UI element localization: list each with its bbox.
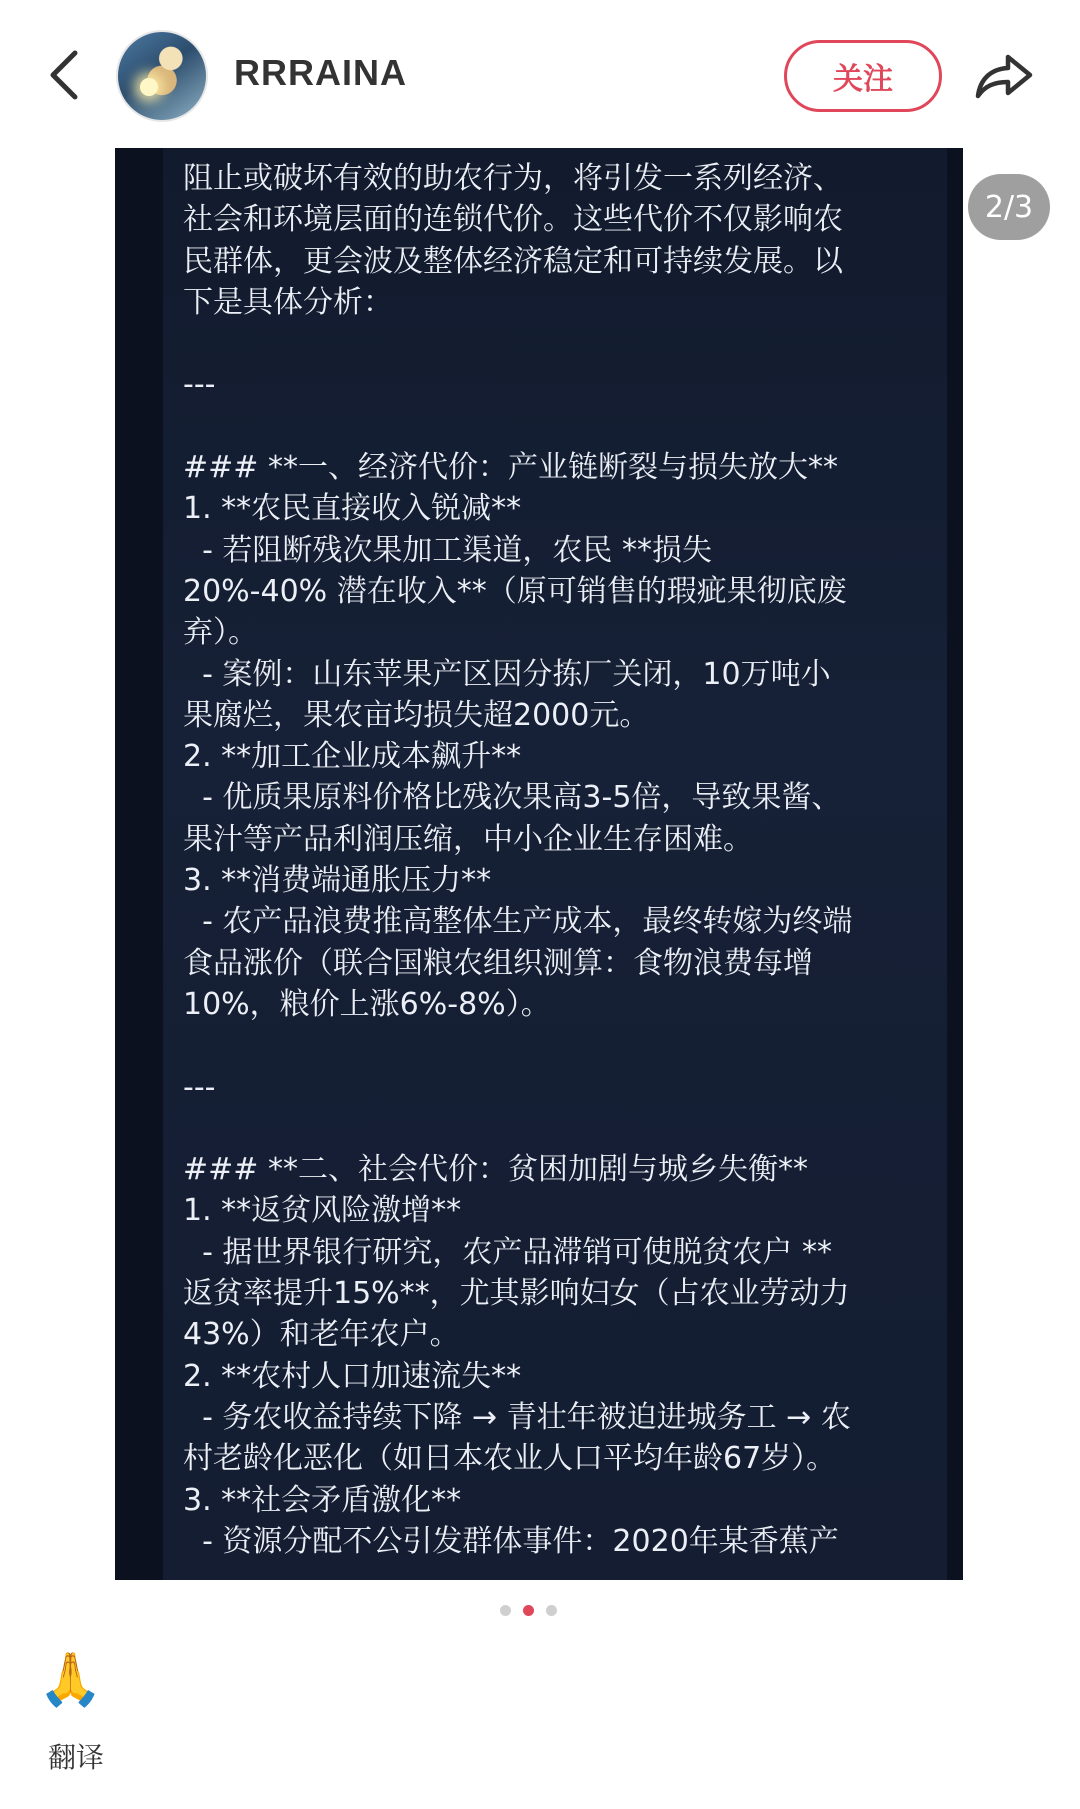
share-arrow-icon xyxy=(974,51,1034,101)
image-text-line: 果汁等产品利润压缩，中小企业生存困难。 xyxy=(183,821,753,857)
image-text-line: - 农产品浪费推高整体生产成本，最终转嫁为终端 xyxy=(183,904,853,940)
post-image-text xyxy=(183,158,943,1562)
page-counter: 2/3 xyxy=(968,174,1050,240)
image-text-line xyxy=(183,1025,943,1066)
image-text-line: 1. **返贫风险激增** xyxy=(183,1193,462,1229)
image-text-line xyxy=(183,1108,943,1149)
carousel-dot[interactable] xyxy=(546,1605,557,1616)
pray-emoji: 🙏 xyxy=(38,1650,103,1710)
share-button[interactable] xyxy=(968,42,1040,110)
image-text-line: - 优质果原料价格比残次果高3-5倍，导致果酱、 xyxy=(183,780,842,816)
post-image[interactable] xyxy=(115,148,963,1580)
follow-button[interactable]: 关注 xyxy=(784,40,942,112)
image-text-line xyxy=(183,406,943,447)
image-text-line: 2. **加工企业成本飙升** xyxy=(183,739,522,775)
image-text-line: 20%-40% 潜在收入**（原可销售的瑕疵果彻底废 xyxy=(183,573,847,609)
image-text-line: 食品涨价（联合国粮农组织测算：食物浪费每增 xyxy=(183,945,813,981)
avatar[interactable] xyxy=(116,30,208,122)
image-text-line: 3. **消费端通胀压力** xyxy=(183,863,492,899)
back-button[interactable] xyxy=(38,40,90,110)
chevron-left-icon xyxy=(48,49,80,101)
image-text-line: 返贫率提升15%**，尤其影响妇女（占农业劳动力 xyxy=(183,1276,850,1312)
image-text-line: 下是具体分析： xyxy=(183,284,393,320)
carousel-dot[interactable] xyxy=(500,1605,511,1616)
image-text-line: 10%，粮价上涨6%-8%）。 xyxy=(183,986,551,1022)
image-text-line: --- xyxy=(183,1069,216,1105)
image-text-line: 果腐烂，果农亩均损失超2000元。 xyxy=(183,697,650,733)
image-text-line: 社会和环境层面的连锁代价。这些代价不仅影响农 xyxy=(183,202,843,238)
image-text-line: ### **二、社会代价：贫困加剧与城乡失衡** xyxy=(183,1152,808,1188)
avatar-glow xyxy=(140,78,158,96)
image-text-line: 3. **社会矛盾激化** xyxy=(183,1482,462,1518)
carousel-dots xyxy=(500,1605,557,1616)
translate-button[interactable]: 翻译 xyxy=(48,1741,105,1774)
image-text-line: --- xyxy=(183,367,216,403)
username[interactable]: RRRAINA xyxy=(234,52,407,93)
image-text-line xyxy=(183,323,943,364)
carousel-dot-active[interactable] xyxy=(523,1605,534,1616)
image-text-line: 1. **农民直接收入锐减** xyxy=(183,491,522,527)
image-text-line: - 据世界银行研究，农产品滞销可使脱贫农户 ** xyxy=(183,1234,832,1270)
image-text-line: 2. **农村人口加速流失** xyxy=(183,1358,522,1394)
image-text-line: 村老龄化恶化（如日本农业人口平均年龄67岁）。 xyxy=(183,1441,837,1477)
image-text-line: - 务农收益持续下降 → 青壮年被迫进城务工 → 农 xyxy=(183,1399,851,1435)
image-text-line: ### **一、经济代价：产业链断裂与损失放大** xyxy=(183,450,838,486)
image-text-line: - 资源分配不公引发群体事件：2020年某香蕉产 xyxy=(183,1523,839,1559)
image-text-line: - 案例：山东苹果产区因分拣厂关闭，10万吨小 xyxy=(183,656,831,692)
post-header xyxy=(0,0,1080,150)
image-text-line: 弃）。 xyxy=(183,615,258,651)
image-text-line: 43%）和老年农户。 xyxy=(183,1317,460,1353)
image-text-line: 民群体，更会波及整体经济稳定和可持续发展。以 xyxy=(183,243,843,279)
image-text-line: - 若阻断残次果加工渠道，农民 **损失 xyxy=(183,532,712,568)
image-text-line: 阻止或破坏有效的助农行为，将引发一系列经济、 xyxy=(183,161,843,196)
